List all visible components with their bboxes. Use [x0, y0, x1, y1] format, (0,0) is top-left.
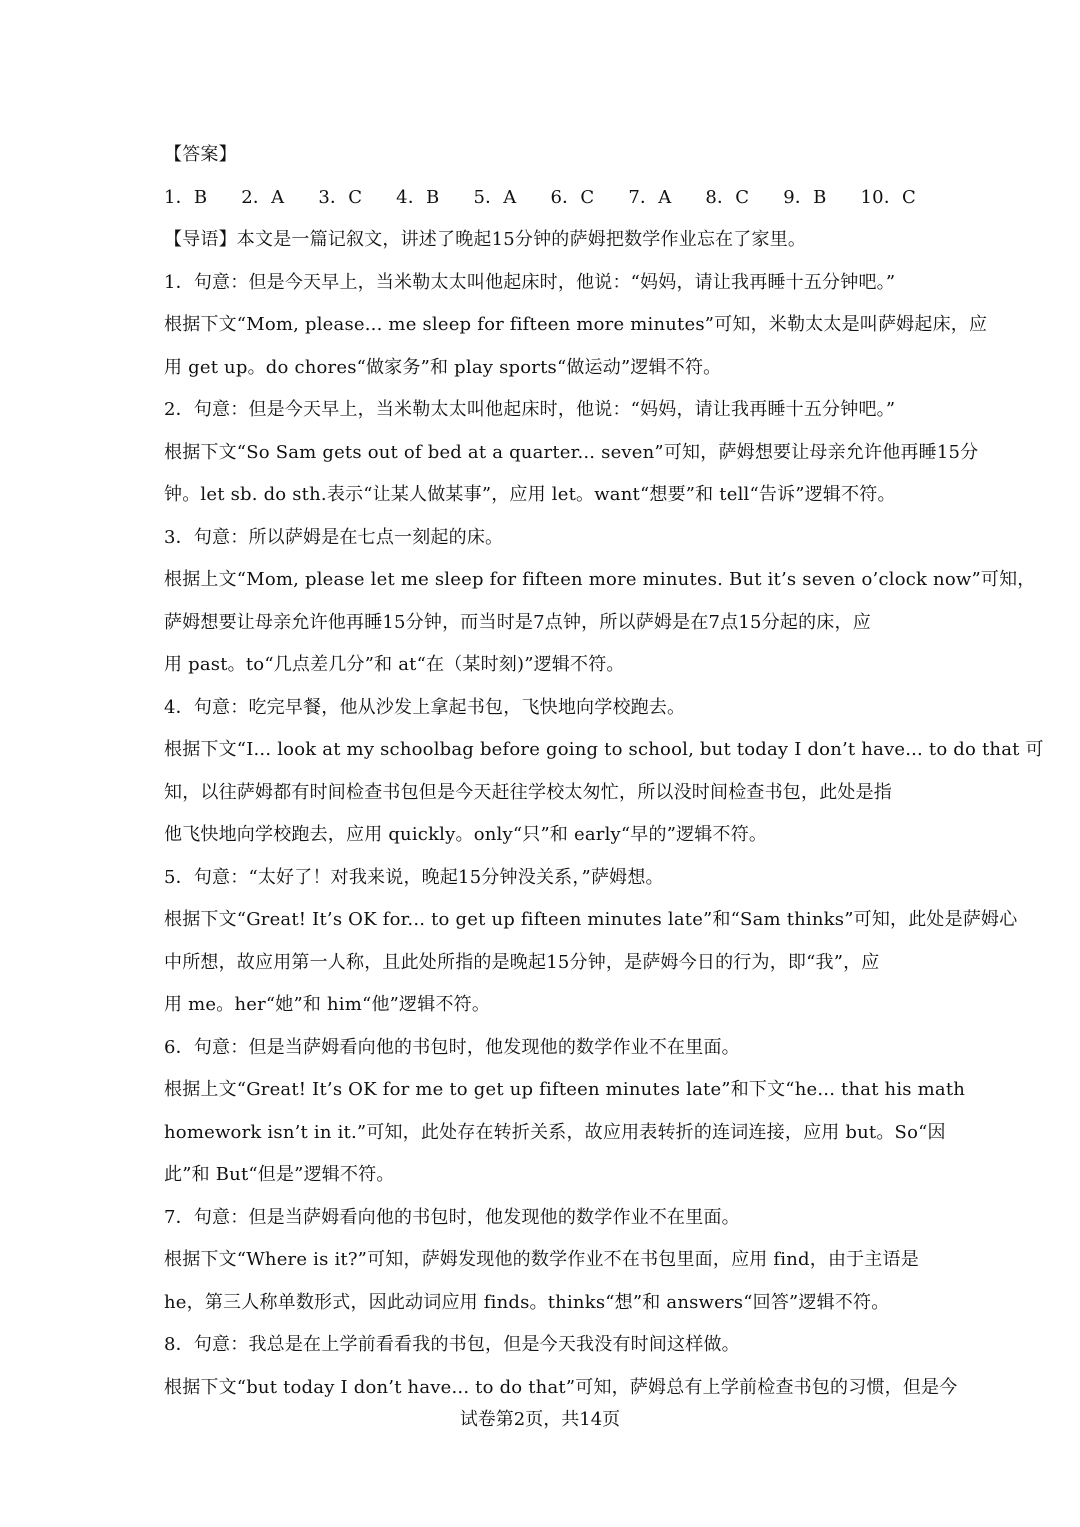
text-line: 8．句意：我总是在上学前看看我的书包，但是今天我没有时间这样做。: [164, 1334, 740, 1355]
text-line: 他飞快地向学校跑去，应用 quickly。only“只”和 early“早的”逻辑不符。: [164, 824, 768, 845]
text-line: 根据下文“Where is it?”可知，萨姆发现他的数学作业不在书包里面，应用 find，由于主语是: [164, 1249, 919, 1270]
intro-line: 【导语】本文是一篇记叙文，讲述了晚起15分钟的萨姆把数学作业忘在了家里。: [164, 229, 807, 250]
answer-item: 7．A: [628, 186, 672, 208]
text-line: 6．句意：但是当萨姆看向他的书包时，他发现他的数学作业不在里面。: [164, 1036, 740, 1058]
text-line: 知，以往萨姆都有时间检查书包但是今天赶往学校太匆忙，所以没时间检查书包，此处是指: [164, 781, 892, 803]
text-line: 此”和 But“但是”逻辑不符。: [164, 1164, 395, 1185]
answer-heading: 【答案】: [164, 144, 237, 165]
text-line: 根据下文“but today I don’t have... to do that”可知，萨姆总有上学前检查书包的习惯，但是今: [164, 1376, 958, 1398]
text-line: 根据下文“Mom, please... me sleep for fifteen more minutes”可知，米勒太太是叫萨姆起床，应: [164, 314, 988, 335]
text-line: 用 get up。do chores“做家务”和 play sports“做运动”逻辑不符。: [164, 356, 722, 378]
answer-content: [164, 134, 1044, 1409]
answer-item: 3．C: [318, 186, 363, 208]
text-line: 1．句意：但是今天早上，当米勒太太叫他起床时，他说：“妈妈，请让我再睡十五分钟吧。”: [164, 271, 896, 293]
text-line: 2．句意：但是今天早上，当米勒太太叫他起床时，他说：“妈妈，请让我再睡十五分钟吧。”: [164, 399, 896, 420]
text-line: 用 me。her“她”和 him“他”逻辑不符。: [164, 994, 491, 1015]
text-line: 4．句意：吃完早餐，他从沙发上拿起书包，飞快地向学校跑去。: [164, 696, 686, 718]
answer-item: 1．B: [164, 186, 208, 208]
text-line: 根据上文“Great! It’s OK for me to get up fifteen minutes late”和下文“he... that his math: [164, 1079, 966, 1100]
text-line: homework isn’t in it.”可知，此处存在转折关系，故应用表转折的连词连接，应用 but。So“因: [164, 1121, 946, 1143]
answer-item: 2．A: [241, 186, 285, 208]
text-line: 钟。let sb. do sth.表示“让某人做某事”，应用 let。want“想要”和 tell“告诉”逻辑不符。: [164, 484, 896, 505]
text-line: 用 past。to“几点差几分”和 at“在（某时刻)”逻辑不符。: [164, 654, 625, 675]
text-line: 萨姆想要让母亲允许他再睡15分钟，而当时是7点钟，所以萨姆是在7点15分起的床，应: [164, 611, 871, 633]
text-line: 5．句意：“太好了！对我来说，晚起15分钟没关系，”萨姆想。: [164, 866, 664, 888]
text-line: 3．句意：所以萨姆是在七点一刻起的床。: [164, 526, 504, 548]
answer-item: 10．C: [860, 186, 916, 208]
answer-item: 6．C: [550, 186, 595, 208]
text-line: 根据下文“I... look at my schoolbag before going to school, but today I don’t have... to do that 可: [164, 739, 1044, 760]
page-footer: 试卷第2页，共14页: [459, 1409, 621, 1430]
text-line: 中所想，故应用第一人称，且此处所指的是晚起15分钟，是萨姆今日的行为，即“我”，应: [164, 951, 880, 973]
answer-item: 5．A: [473, 186, 517, 208]
text-line: 7．句意：但是当萨姆看向他的书包时，他发现他的数学作业不在里面。: [164, 1206, 740, 1228]
answer-key-row: [164, 177, 916, 220]
answer-item: 9．B: [783, 186, 827, 208]
text-line: 根据上文“Mom, please let me sleep for fifteen more minutes. But it’s seven o’clock now”可知，: [164, 569, 1036, 590]
text-line: 根据下文“Great! It’s OK for... to get up fifteen minutes late”和“Sam thinks”可知，此处是萨姆心: [164, 909, 1018, 930]
answer-item: 4．B: [396, 186, 440, 208]
text-line: 根据下文“So Sam gets out of bed at a quarter... seven”可知，萨姆想要让母亲允许他再睡15分: [164, 441, 979, 463]
answer-item: 8．C: [705, 186, 750, 208]
text-line: he，第三人称单数形式，因此动词应用 finds。thinks“想”和 answers“回答”逻辑不符。: [164, 1291, 890, 1313]
